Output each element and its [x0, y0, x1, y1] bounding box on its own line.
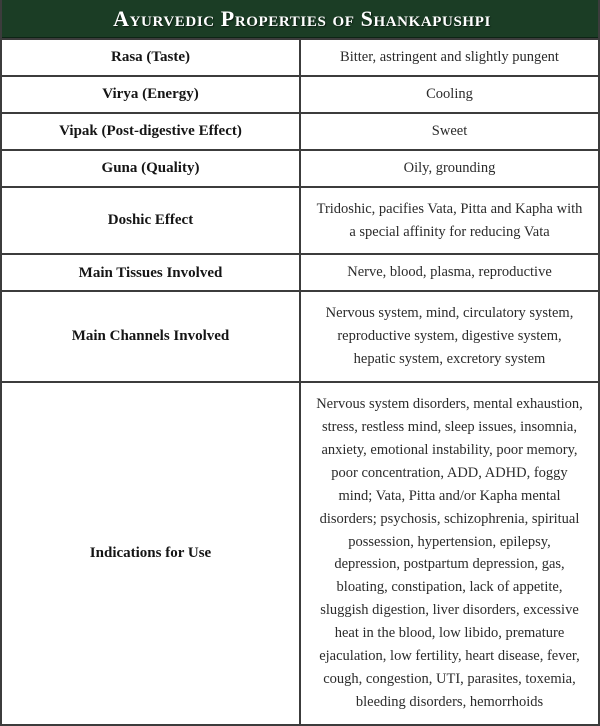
table-header-row — [1, 0, 599, 39]
row-label-vipak: Vipak (Post-digestive Effect) — [1, 113, 300, 150]
row-value-guna — [300, 150, 599, 187]
row-label-guna: Guna (Quality) — [1, 150, 300, 187]
row-value-text: Nerve, blood, plasma, reproductive — [347, 264, 552, 281]
table-body — [1, 0, 599, 725]
table-row — [1, 254, 599, 291]
row-value-virya — [300, 76, 599, 113]
table-row — [1, 76, 599, 113]
page-title: Ayurvedic Properties of Shankapushpi — [113, 5, 491, 31]
row-value-text: Tridoshic, pacifies Vata, Pitta and Kapha with a special affinity for reducing Vata — [316, 200, 583, 240]
row-value-vipak — [300, 113, 599, 150]
row-value-text: Nervous system disorders, mental exhaustion, stress, restless mind, sleep issues, insomnia, anxiety, emotional instability, poor memory, poor concentration, ADD, ADHD, foggy mind; Vata, Pitta and/or Kapha mental disorders; psychosis, schizophrenia, spiritual possession, hypertension, epilepsy, depression, postpartum depression, gas, bloating, constipation, lack of appetite, sluggish digestion, liver disorders, excessive heat in the blood, low libido, premature ejaculation, low fertility, heart disease, fever, cough, congestion, UTI, parasites, toxemia, bleeding disorders, hemorrhoids — [316, 396, 583, 710]
row-value-text: Cooling — [426, 85, 473, 102]
row-value-text: Oily, grounding — [403, 159, 496, 176]
row-label-main-channels: Main Channels Involved — [1, 291, 300, 382]
row-label-indications: Indications for Use — [1, 382, 300, 725]
row-value-rasa — [300, 39, 599, 76]
title-bar — [2, 0, 600, 38]
table-row — [1, 382, 599, 725]
row-label-virya: Virya (Energy) — [1, 76, 300, 113]
row-label-rasa: Rasa (Taste) — [1, 39, 300, 76]
row-value-text: Nervous system, mind, circulatory system, reproductive system, digestive system, hepatic system, excretory system — [325, 305, 574, 368]
table-row — [1, 291, 599, 382]
row-value-doshic-effect — [300, 187, 599, 255]
table-row — [1, 113, 599, 150]
row-value-indications — [300, 382, 599, 725]
row-label-main-tissues: Main Tissues Involved — [1, 254, 300, 291]
row-value-main-tissues — [300, 254, 599, 291]
table-header-cell — [1, 0, 599, 39]
table-row — [1, 150, 599, 187]
row-value-text: Bitter, astringent and slightly pungent — [340, 49, 559, 65]
table-row — [1, 187, 599, 255]
row-value-text: Sweet — [431, 122, 468, 139]
table-row — [1, 39, 599, 76]
row-label-doshic-effect: Doshic Effect — [1, 187, 300, 255]
row-value-main-channels — [300, 291, 599, 382]
